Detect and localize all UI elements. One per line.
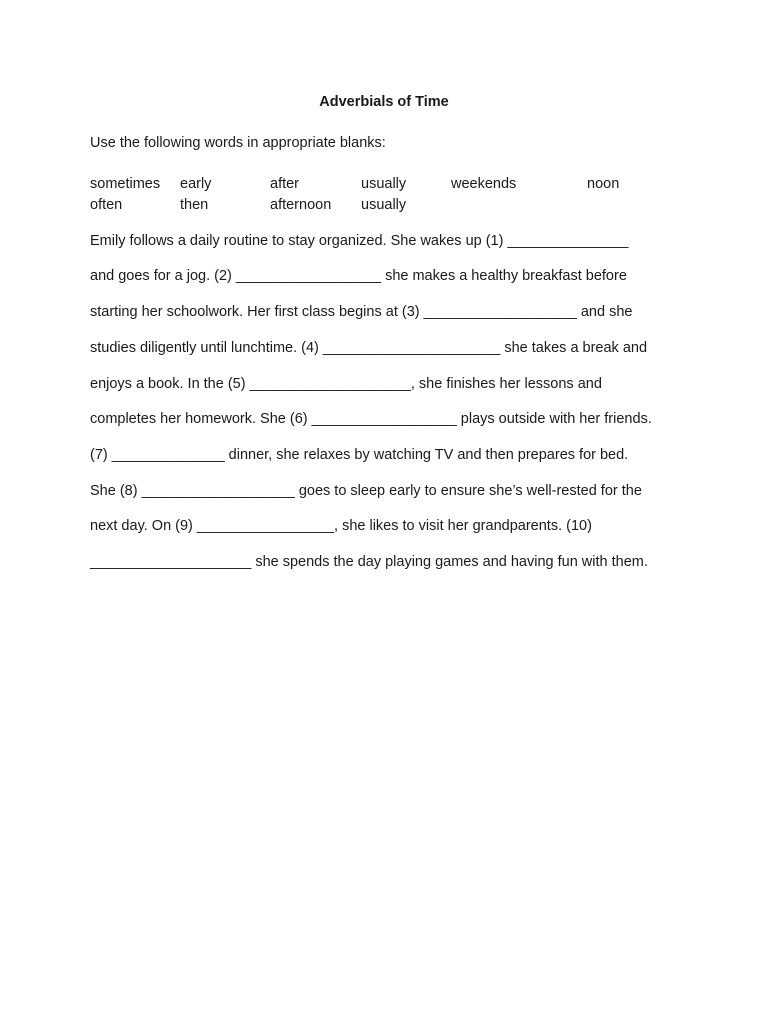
- paragraph-line: (7) ______________ dinner, she relaxes by watching TV and then prepares for bed.: [90, 447, 629, 463]
- paragraph-line: studies diligently until lunchtime. (4) ______________________ she takes a break and: [90, 340, 648, 356]
- paragraph-line: Emily follows a daily routine to stay organized. She wakes up (1) _______________: [90, 233, 629, 249]
- paragraph-line: and goes for a jog. (2) __________________ she makes a healthy breakfast before: [90, 268, 627, 284]
- paragraph-line: completes her homework. She (6) __________________ plays outside with her friends.: [90, 411, 652, 427]
- word-bank-item: weekends: [451, 176, 517, 192]
- word-bank-item: usually: [361, 176, 407, 192]
- word-bank-item: afternoon: [270, 197, 332, 213]
- paragraph-line: enjoys a book. In the (5) ____________________, she finishes her lessons and: [90, 376, 602, 392]
- paragraph-line: next day. On (9) _________________, she likes to visit her grandparents. (10): [90, 518, 592, 534]
- paragraph-line: She (8) ___________________ goes to sleep early to ensure she’s well-rested for the: [90, 483, 642, 499]
- word-bank-item: usually: [361, 197, 407, 213]
- word-bank-item: then: [180, 197, 209, 213]
- word-bank-item: noon: [587, 176, 620, 192]
- paragraph-line: starting her schoolwork. Her first class begins at (3) ___________________ and she: [90, 304, 633, 320]
- word-bank-item: after: [270, 176, 300, 192]
- instruction-text: Use the following words in appropriate blanks:: [90, 135, 386, 151]
- word-bank-item: early: [180, 176, 212, 192]
- word-bank-item: sometimes: [90, 176, 161, 192]
- word-bank-item: often: [90, 197, 123, 213]
- page-title: Adverbials of Time: [319, 94, 449, 110]
- paragraph-line: ____________________ she spends the day playing games and having fun with them.: [90, 554, 648, 570]
